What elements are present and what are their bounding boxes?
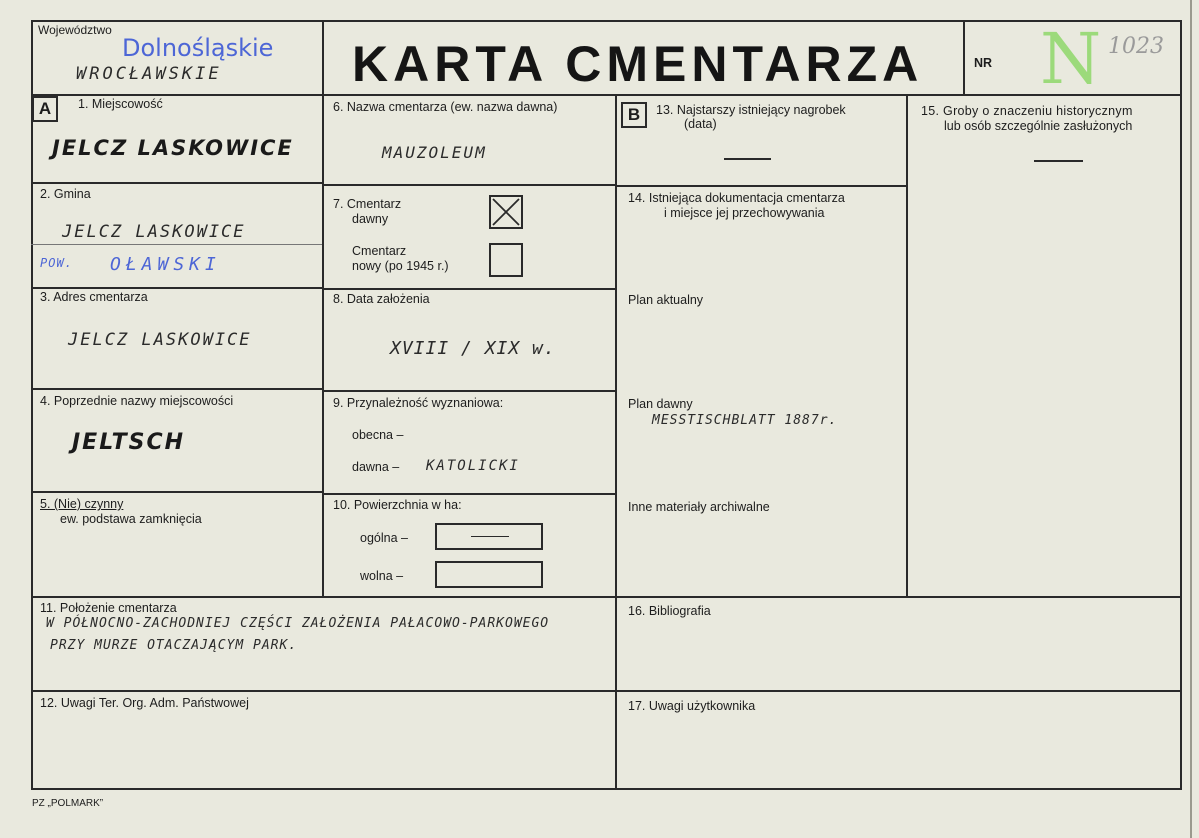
field-6-label: 6. Nazwa cmentarza (ew. nazwa dawna) xyxy=(333,100,558,114)
line-row11 xyxy=(31,596,1182,598)
field-3-label: 3. Adres cmentarza xyxy=(40,290,148,304)
line-a4 xyxy=(31,491,322,493)
field-1-value: JELCZ LASKOWICE xyxy=(52,136,294,160)
page-title: KARTA CMENTARZA xyxy=(352,36,924,92)
line-a3 xyxy=(31,388,322,390)
field-8-label: 8. Data założenia xyxy=(333,292,430,306)
area-total-field[interactable] xyxy=(435,523,543,550)
field-16-label: 16. Bibliografia xyxy=(628,604,711,618)
field-14-label2: i miejsce jej przechowywania xyxy=(664,206,825,220)
field-15-label: 15. Groby o znaczeniu historycznym xyxy=(921,104,1133,118)
field-10-label: 10. Powierzchnia w ha: xyxy=(333,498,462,512)
nr-label: NR xyxy=(974,56,993,70)
field-2-label: 2. Gmina xyxy=(40,187,91,201)
plan-current-label: Plan aktualny xyxy=(628,293,704,307)
field-7-new-label: Cmentarz xyxy=(352,244,407,258)
field-4-label: 4. Poprzednie nazwy miejscowości xyxy=(40,394,234,408)
field-3-value: JELCZ LASKOWICE xyxy=(68,330,252,350)
line-row12 xyxy=(31,690,1182,692)
plan-old-value: MESSTISCHBLATT 1887r. xyxy=(652,413,838,428)
line-a2 xyxy=(31,287,322,289)
field-1-label: 1. Miejscowość xyxy=(78,97,163,111)
nr-stamp-letter: N xyxy=(1040,18,1102,100)
field-10-free-label: wolna – xyxy=(360,569,404,583)
field-8-value: XVIII / XIX w. xyxy=(390,338,556,359)
section-a-letter: A xyxy=(32,96,58,122)
field-4-value: JELTSCH xyxy=(72,430,185,455)
line-a2-sub xyxy=(31,244,322,245)
cemetery-old-checkbox[interactable] xyxy=(489,195,523,229)
field-5-sublabel: ew. podstawa zamknięcia xyxy=(60,512,202,526)
field-11-line2: PRZY MURZE OTACZAJĄCYM PARK. xyxy=(50,638,298,653)
divider-col-b2 xyxy=(906,94,908,598)
field-15-label2: lub osób szczególnie zasłużonych xyxy=(944,119,1133,133)
line-b13 xyxy=(615,185,906,187)
field-2-value: JELCZ LASKOWICE xyxy=(62,222,246,242)
line-a1 xyxy=(31,182,322,184)
other-materials-label: Inne materiały archiwalne xyxy=(628,500,770,514)
line-a9 xyxy=(322,493,615,495)
plan-old-label: Plan dawny xyxy=(628,397,693,411)
field-5-label: 5. (Nie) czynny xyxy=(40,497,124,511)
voivodeship-handwritten: WROCŁAWSKIE xyxy=(76,64,222,84)
field-7-label: 7. Cmentarz xyxy=(333,197,402,211)
field-9-current-label: obecna – xyxy=(352,428,404,442)
field-7-new-label2: nowy (po 1945 r.) xyxy=(352,259,449,273)
field-15-dash xyxy=(1034,160,1083,162)
cemetery-new-checkbox[interactable] xyxy=(489,243,523,277)
printer-imprint: PZ „POLMARK” xyxy=(32,798,104,809)
line-a8 xyxy=(322,390,615,392)
field-13-label2: (data) xyxy=(684,117,717,131)
field-11-label: 11. Położenie cmentarza xyxy=(40,601,177,615)
area-total-dash xyxy=(471,536,509,537)
field-11-line1: W PÓŁNOCNO-ZACHODNIEJ CZĘŚCI ZAŁOŻENIA PAŁACOWO-PARKOWEGO xyxy=(46,616,550,631)
divider-nr xyxy=(963,20,965,95)
field-10-total-label: ogólna – xyxy=(360,531,408,545)
field-2-pow-value: OŁAWSKI xyxy=(110,254,221,275)
field-9-label: 9. Przynależność wyznaniowa: xyxy=(333,396,504,410)
voivodeship-label: Województwo xyxy=(38,23,112,37)
field-12-label: 12. Uwagi Ter. Org. Adm. Państwowej xyxy=(40,696,249,710)
line-a6 xyxy=(322,184,615,186)
section-b-letter: B xyxy=(621,102,647,128)
field-6-value: MAUZOLEUM xyxy=(382,143,487,162)
area-free-field[interactable] xyxy=(435,561,543,588)
header-divider xyxy=(31,94,1182,96)
field-7-label2: dawny xyxy=(352,212,389,226)
field-13-label: 13. Najstarszy istniejący nagrobek xyxy=(656,103,846,117)
divider-ab xyxy=(615,94,617,790)
voivodeship-stamp: Dolnośląskie xyxy=(122,34,274,62)
nr-number: 1023 xyxy=(1108,34,1164,59)
divider-col-a1 xyxy=(322,20,324,596)
field-14-label: 14. Istniejąca dokumentacja cmentarza xyxy=(628,191,845,205)
line-a7 xyxy=(322,288,615,290)
field-13-dash xyxy=(724,158,771,160)
field-9-former-value: KATOLICKI xyxy=(426,458,520,474)
field-2-pow-prefix: POW. xyxy=(40,256,73,270)
checked-x-icon xyxy=(491,197,521,227)
field-9-former-label: dawna – xyxy=(352,460,400,474)
page-edge xyxy=(1190,0,1192,838)
field-17-label: 17. Uwagi użytkownika xyxy=(628,699,756,713)
